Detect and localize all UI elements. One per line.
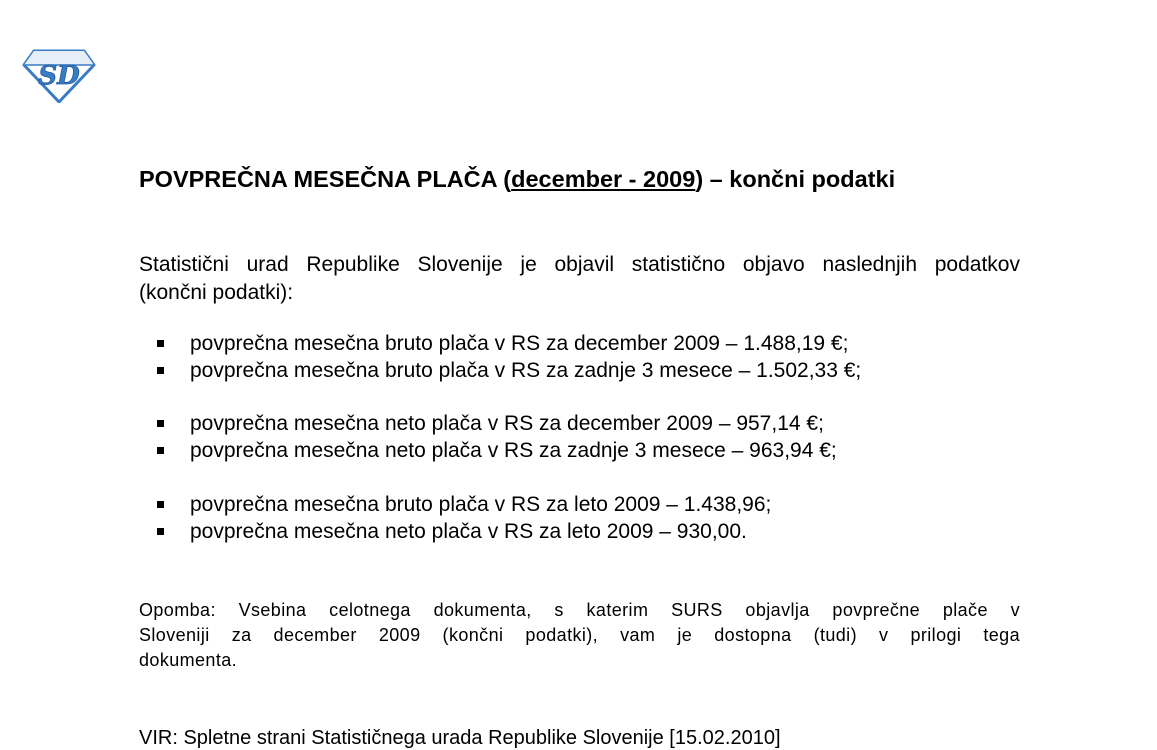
title-prefix: POVPREČNA MESEČNA PLAČA ( [139, 166, 512, 192]
source-line: VIR: Spletne strani Statističnega urada Republike Slovenije [15.02.2010] [139, 727, 781, 749]
bullet-group-gross [155, 330, 1035, 384]
page-title [139, 166, 1039, 193]
bullet-square-icon [157, 420, 164, 427]
list-item-text: povprečna mesečna neto plača v RS za leto 2009 – 930,00. [190, 520, 747, 543]
list-item [155, 437, 1035, 464]
logo-letters: SD [38, 61, 80, 91]
note-line-3: dokumenta. [139, 650, 238, 670]
bullet-group-net [155, 410, 1035, 464]
bullet-square-icon [157, 501, 164, 508]
list-item [155, 518, 1035, 545]
list-item-text: povprečna mesečna neto plača v RS za december 2009 – 957,14 €; [190, 412, 824, 435]
list-item-text: povprečna mesečna bruto plača v RS za zadnje 3 mesece – 1.502,33 €; [190, 359, 862, 382]
list-item-text: povprečna mesečna neto plača v RS za zadnje 3 mesece – 963,94 €; [190, 439, 837, 462]
list-item [155, 330, 1035, 357]
intro-paragraph [139, 251, 1020, 307]
bullet-square-icon [157, 340, 164, 347]
intro-line-1: Statistični urad Republike Slovenije je objavil statistično objavo naslednjih podatkov [139, 253, 1020, 276]
note-line-1: Opomba: Vsebina celotnega dokumenta, s katerim SURS objavlja povprečne plače v [139, 600, 1020, 620]
list-item-text: povprečna mesečna bruto plača v RS za december 2009 – 1.488,19 €; [190, 332, 849, 355]
bullet-square-icon [157, 447, 164, 454]
list-item [155, 491, 1035, 518]
bullet-square-icon [157, 367, 164, 374]
bullet-group-year [155, 491, 1035, 545]
note-line-2: Sloveniji za december 2009 (končni podatki), vam je dostopna (tudi) v prilogi tega [139, 625, 1020, 645]
note-paragraph [139, 598, 1020, 673]
intro-line-2: (končni podatki): [139, 281, 294, 304]
list-item-text: povprečna mesečna bruto plača v RS za leto 2009 – 1.438,96; [190, 493, 772, 516]
list-item [155, 357, 1035, 384]
title-period: december - 2009 [511, 166, 696, 192]
title-suffix: ) – končni podatki [695, 166, 896, 192]
bullet-square-icon [157, 528, 164, 535]
sd-shield-logo-icon [22, 47, 96, 103]
list-item [155, 410, 1035, 437]
